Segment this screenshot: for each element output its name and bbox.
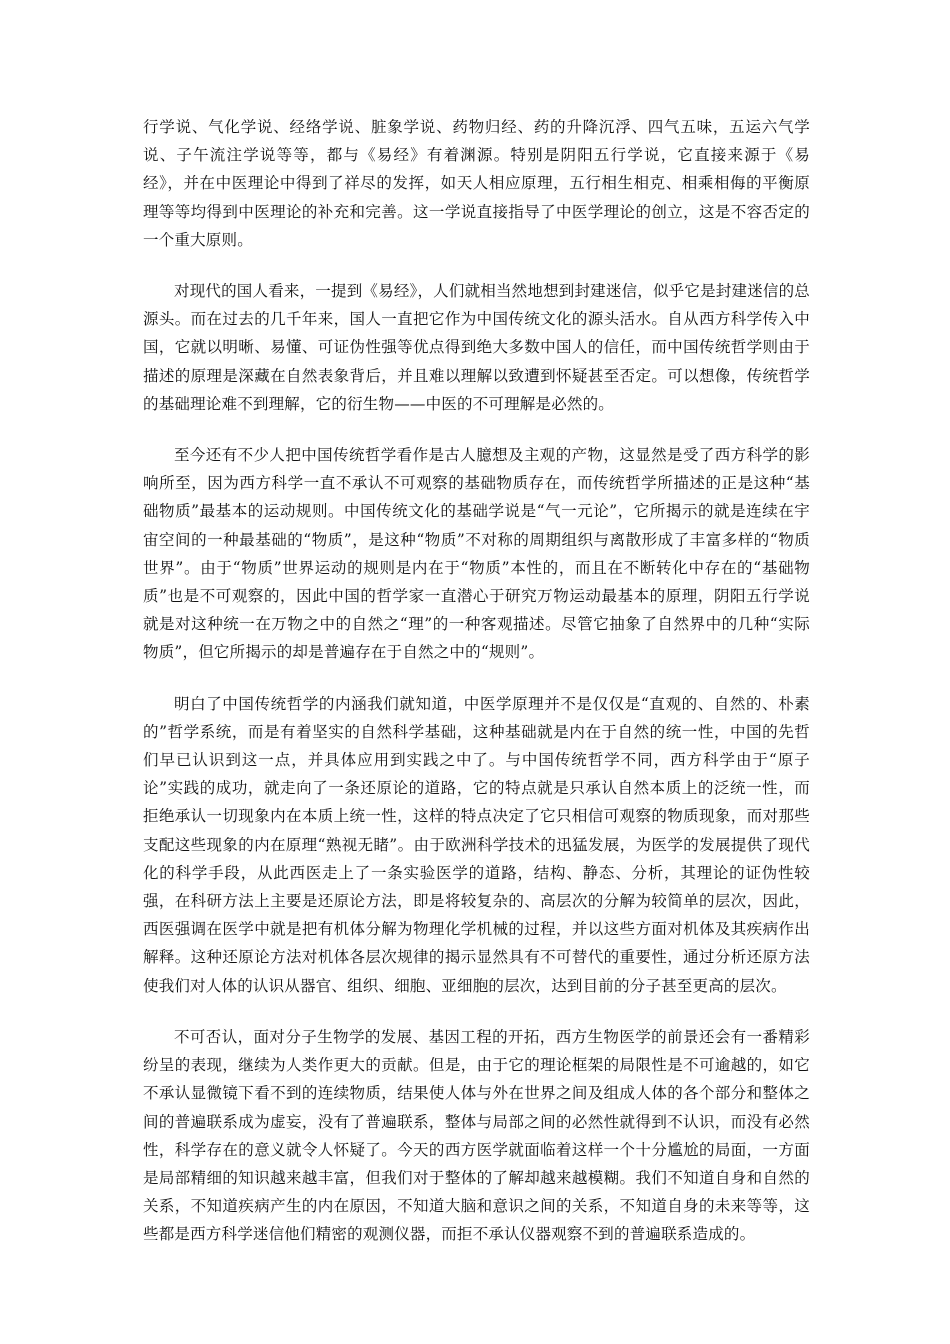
paragraph-3: 至今还有不少人把中国传统哲学看作是古人臆想及主观的产物，这显然是受了西方科学的影响所至，因为西方科学一直不承认不可观察的基础物质存在，而传统哲学所描述的正是这种“基础物质”最基本的运动规则。中国传统文化的基础学说是“气一元论”，它所揭示的就是连续在宇宙空间的一种最基础的“物质”，是这种“物质”不对称的周期组织与离散形成了丰富多样的“物质世界”。由于“物质”世界运动的规则是内在于“物质”本性的，而且在不断转化中存在的“基础物质”也是不可观察的，因此中国的哲学家一直潜心于研究万物运动最基本的原理，阴阳五行学说就是对这种统一在万物之中的自然之“理”的一种客观描述。尽管它抽象了自然界中的几种“实际物质”，但它所揭示的却是普遍存在于自然之中的“规则”。 bbox=[143, 446, 810, 662]
paragraph-2: 对现代的国人看来，一提到《易经》，人们就相当然地想到封建迷信，似乎它是封建迷信的总源头。而在过去的几千年来，国人一直把它作为中国传统文化的源头活水。自从西方科学传入中国，它就以明晰、易懂、可证伪性强等优点得到绝大多数中国人的信任，而中国传统哲学则由于描述的原理是深藏在自然表象背后，并且难以理解以致遭到怀疑甚至否定。可以想像，传统哲学的基础理论难不到理解，它的衍生物——中医的不可理解是必然的。 bbox=[143, 282, 810, 413]
paragraph-4: 明白了中国传统哲学的内涵我们就知道，中医学原理并不是仅仅是“直观的、自然的、朴素的”哲学系统，而是有着坚实的自然科学基础，这种基础就是内在于自然的统一性，中国的先哲们早已认识到这一点，并具体应用到实践之中了。与中国传统哲学不同，西方科学由于“原子论”实践的成功，就走向了一条还原论的道路，它的特点就是只承认自然本质上的泛统一性，而拒绝承认一切现象内在本质上统一性，这样的特点决定了它只相信可观察的物质现象，而对那些支配这些现象的内在原理“熟视无睹”。由于欧洲科学技术的迅猛发展，为医学的发展提供了现代化的科学手段，从此西医走上了一条实验医学的道路，结构、静态、分析，其理论的证伪性较强，在科研方法上主要是还原论方法，即是将较复杂的、高层次的分解为较简单的层次，因此，西医强调在医学中就是把有机体分解为物理化学机械的过程，并以这些方面对机体及其疾病作出解释。这种还原论方法对机体各层次规律的揭示显然具有不可替代的重要性，通过分析还原方法使我们对人体的认识从器官、组织、细胞、亚细胞的层次，达到目前的分子甚至更高的层次。 bbox=[143, 694, 810, 995]
document-body bbox=[143, 113, 810, 1249]
paragraph-1: 行学说、气化学说、经络学说、脏象学说、药物归经、药的升降沉浮、四气五味，五运六气学说、子午流注学说等等，都与《易经》有着渊源。特别是阴阳五行学说，它直接来源于《易经》，并在中医理论中得到了祥尽的发挥，如天人相应原理，五行相生相克、相乘相侮的平衡原理等等均得到中医理论的补充和完善。这一学说直接指导了中医学理论的创立，这是不容否定的一个重大原则。 bbox=[143, 118, 810, 249]
paragraph-5: 不可否认，面对分子生物学的发展、基因工程的开拓，西方生物医学的前景还会有一番精彩纷呈的表现，继续为人类作更大的贡献。但是，由于它的理论框架的局限性是不可逾越的，如它不承认显微镜下看不到的连续物质，结果使人体与外在世界之间及组成人体的各个部分和整体之间的普遍联系成为虚妄，没有了普遍联系，整体与局部之间的必然性就得到不认识，而没有必然性，科学存在的意义就令人怀疑了。今天的西方医学就面临着这样一个十分尴尬的局面，一方面是局部精细的知识越来越丰富，但我们对于整体的了解却越来越模糊。我们不知道自身和自然的关系，不知道疾病产生的内在原因，不知道大脑和意识之间的关系，不知道自身的未来等等，这些都是西方科学迷信他们精密的观测仪器，而拒不承认仪器观察不到的普遍联系造成的。 bbox=[143, 1027, 810, 1244]
